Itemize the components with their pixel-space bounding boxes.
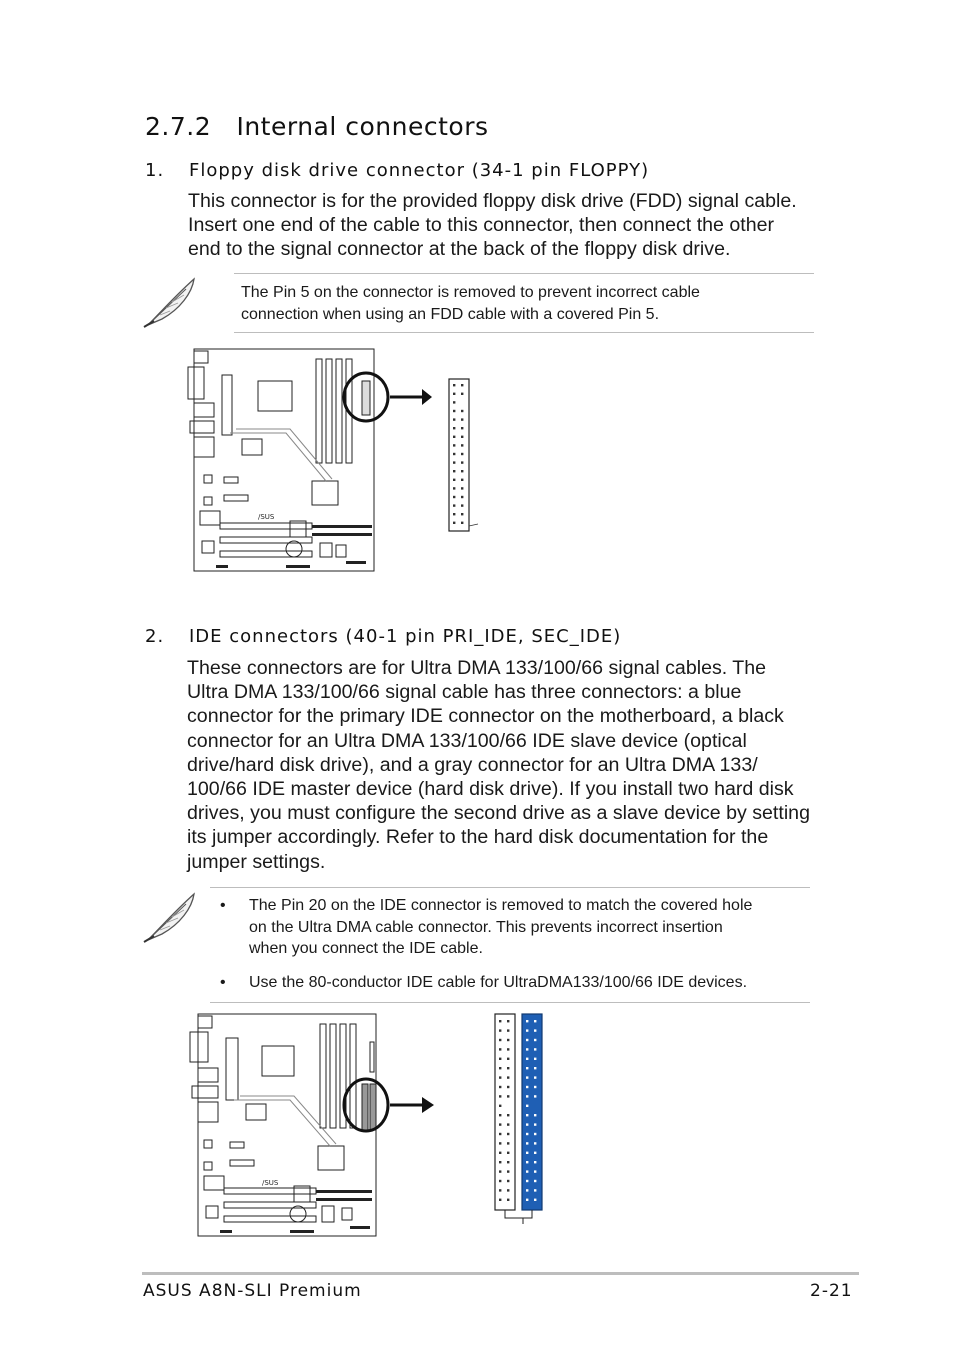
connector-pin [453, 470, 455, 472]
connector-pin [534, 1076, 536, 1078]
connector-pin [453, 384, 455, 386]
connector-pin [453, 461, 455, 463]
connector-pin [453, 410, 455, 412]
connector-pin [499, 1199, 501, 1201]
connector-pin [453, 427, 455, 429]
connector-pin [507, 1142, 509, 1144]
note-rule-bottom [234, 332, 814, 333]
connector-pin [499, 1114, 501, 1116]
connector-pin [526, 1170, 528, 1172]
connector-pin [461, 444, 463, 446]
connector-pin [526, 1133, 528, 1135]
connector-pin [507, 1170, 509, 1172]
connector-pin [461, 470, 463, 472]
connector-pin [507, 1029, 509, 1031]
note-2-item [214, 895, 814, 960]
item-2-number: 2. [145, 626, 165, 647]
connector-pin [526, 1076, 528, 1078]
note-2-line: The Pin 20 on the IDE connector is removed to match the covered hole [249, 897, 753, 914]
connector-pin [453, 444, 455, 446]
connector-pin [507, 1114, 509, 1116]
item-2-body-line: drives, you must configure the second drive as a slave device by setting [187, 802, 810, 825]
connector-pin [534, 1095, 536, 1097]
bullet-icon: • [220, 897, 226, 914]
connector-pin [453, 393, 455, 395]
connector-pin [507, 1180, 509, 1182]
connector-pin [507, 1058, 509, 1060]
connector-pin [461, 461, 463, 463]
connector-pin [499, 1095, 501, 1097]
item-2-heading [145, 626, 621, 647]
connector-pin [534, 1058, 536, 1060]
item-2-title: IDE connectors (40-1 pin PRI_IDE, SEC_IDE) [189, 626, 622, 647]
item-2-body-line: connector for an Ultra DMA 133/100/66 IDE slave device (optical [187, 729, 747, 752]
connector-pin [534, 1114, 536, 1116]
motherboard-floppy-diagram [186, 345, 486, 577]
floppy-connector-pinout [446, 376, 482, 536]
connector-pin [534, 1067, 536, 1069]
connector-pin [461, 436, 463, 438]
note-2-line: on the Ultra DMA cable connector. This prevents incorrect insertion [249, 918, 723, 936]
board-logo: /SUS [258, 513, 275, 521]
connector-pin [453, 487, 455, 489]
section-heading [145, 112, 489, 141]
footer-product: ASUS A8N-SLI Premium [143, 1281, 362, 1301]
item-2-body [187, 656, 810, 874]
note-2-line: when you connect the IDE cable. [249, 940, 483, 957]
connector-pin [507, 1161, 509, 1163]
connector-pin [461, 418, 463, 420]
connector-pin [526, 1095, 528, 1097]
footer-rule [142, 1272, 859, 1275]
connector-pin [534, 1199, 536, 1201]
connector-pin [453, 436, 455, 438]
section-number: 2.7.2 [145, 112, 212, 141]
connector-pin [526, 1058, 528, 1060]
item-1-body [188, 189, 797, 262]
connector-pin [499, 1189, 501, 1191]
connector-pin [453, 504, 455, 506]
connector-pin [461, 410, 463, 412]
connector-pin [461, 453, 463, 455]
connector-pin [534, 1189, 536, 1191]
connector-pin [526, 1123, 528, 1125]
connector-pin [526, 1029, 528, 1031]
bullet-icon: • [220, 973, 226, 991]
connector-pin [499, 1048, 501, 1050]
item-2-body-line: drive/hard disk drive), and a gray connector for an Ultra DMA 133/ [187, 753, 758, 776]
connector-pin [507, 1020, 509, 1022]
connector-pin [534, 1086, 536, 1088]
connector-pin [499, 1161, 501, 1163]
connector-pin [453, 496, 455, 498]
item-2-body-line: Ultra DMA 133/100/66 signal cable has three connectors: a blue [187, 681, 742, 704]
connector-pin [507, 1067, 509, 1069]
connector-pin [526, 1105, 528, 1107]
connector-pin [461, 504, 463, 506]
connector-pin [461, 479, 463, 481]
connector-pin [526, 1086, 528, 1088]
connector-pin [526, 1199, 528, 1201]
connector-pin [453, 479, 455, 481]
connector-pin [507, 1123, 509, 1125]
note-feather-icon [140, 275, 202, 331]
connector-pin [507, 1152, 509, 1154]
connector-pin [453, 513, 455, 515]
connector-pin [461, 487, 463, 489]
connector-pin [507, 1048, 509, 1050]
connector-pin [461, 427, 463, 429]
connector-pin [526, 1039, 528, 1041]
connector-pin [499, 1076, 501, 1078]
ide-connectors-pinout [492, 1010, 552, 1225]
item-1-heading [145, 160, 649, 181]
note-2-line: Use the 80-conductor IDE cable for UltraDMA133/100/66 IDE devices. [249, 973, 748, 991]
item-2-body-line: its jumper accordingly. Refer to the hard disk documentation for the [187, 826, 769, 849]
note-1-line: The Pin 5 on the connector is removed to prevent incorrect cable [241, 284, 700, 301]
item-2-body-line: jumper settings. [187, 850, 326, 873]
board-logo: /SUS [262, 1179, 279, 1187]
connector-pin [534, 1180, 536, 1182]
connector-pin [526, 1142, 528, 1144]
connector-pin [534, 1170, 536, 1172]
connector-pin [534, 1048, 536, 1050]
connector-pin [499, 1039, 501, 1041]
note-rule-top [234, 273, 814, 274]
connector-pin [507, 1199, 509, 1201]
connector-pin [534, 1020, 536, 1022]
connector-pin [499, 1152, 501, 1154]
connector-pin [461, 513, 463, 515]
connector-pin [507, 1039, 509, 1041]
note-feather-icon [140, 890, 202, 946]
note-2-list [214, 895, 814, 993]
connector-pin [534, 1161, 536, 1163]
connector-pin [534, 1152, 536, 1154]
note-2-item [214, 972, 814, 994]
connector-pin [461, 384, 463, 386]
connector-pin [534, 1133, 536, 1135]
connector-pin [526, 1020, 528, 1022]
note-1-text [241, 282, 700, 325]
motherboard-ide-diagram [186, 1008, 446, 1240]
item-2-body-line: These connectors are for Ultra DMA 133/100/66 signal cables. The [187, 657, 767, 679]
connector-pin [461, 393, 463, 395]
connector-pin [499, 1029, 501, 1031]
connector-pin [507, 1189, 509, 1191]
connector-pin [453, 401, 455, 403]
connector-pin [507, 1086, 509, 1088]
item-1-title: Floppy disk drive connector (34-1 pin FLOPPY) [189, 160, 650, 181]
connector-pin [499, 1067, 501, 1069]
connector-pin [507, 1133, 509, 1135]
page-number: 2-21 [810, 1281, 853, 1301]
connector-pin [526, 1152, 528, 1154]
connector-pin [499, 1086, 501, 1088]
connector-pin [526, 1114, 528, 1116]
note-rule-top [210, 887, 810, 888]
item-1-body-line: Insert one end of the cable to this connector, then connect the other [188, 214, 775, 237]
connector-pin [453, 522, 455, 524]
connector-pin [461, 522, 463, 524]
connector-pin [526, 1180, 528, 1182]
note-rule-bottom [210, 1002, 810, 1003]
connector-pin [507, 1095, 509, 1097]
connector-pin [499, 1105, 501, 1107]
item-1-body-line: end to the signal connector at the back of the floppy disk drive. [188, 238, 731, 261]
connector-pin [526, 1189, 528, 1191]
note-1-line: connection when using an FDD cable with a covered Pin 5. [241, 305, 660, 323]
connector-pin [453, 453, 455, 455]
connector-pin [453, 418, 455, 420]
connector-pin [526, 1161, 528, 1163]
connector-pin [526, 1067, 528, 1069]
connector-pin [499, 1170, 501, 1172]
connector-pin [534, 1029, 536, 1031]
connector-pin [507, 1076, 509, 1078]
item-2-body-line: 100/66 IDE master device (hard disk drive). If you install two hard disk [187, 778, 794, 801]
connector-pin [534, 1142, 536, 1144]
item-1-body-line: This connector is for the provided floppy disk drive (FDD) signal cable. [188, 190, 797, 212]
connector-pin [461, 496, 463, 498]
connector-pin [534, 1039, 536, 1041]
connector-pin [499, 1180, 501, 1182]
section-title: Internal connectors [236, 112, 489, 141]
connector-pin [499, 1058, 501, 1060]
connector-pin [534, 1123, 536, 1125]
connector-pin [499, 1123, 501, 1125]
connector-pin [526, 1048, 528, 1050]
item-1-number: 1. [145, 160, 165, 181]
connector-pin [499, 1142, 501, 1144]
item-2-body-line: connector for the primary IDE connector on the motherboard, a black [187, 705, 784, 728]
connector-pin [499, 1020, 501, 1022]
connector-pin [499, 1133, 501, 1135]
